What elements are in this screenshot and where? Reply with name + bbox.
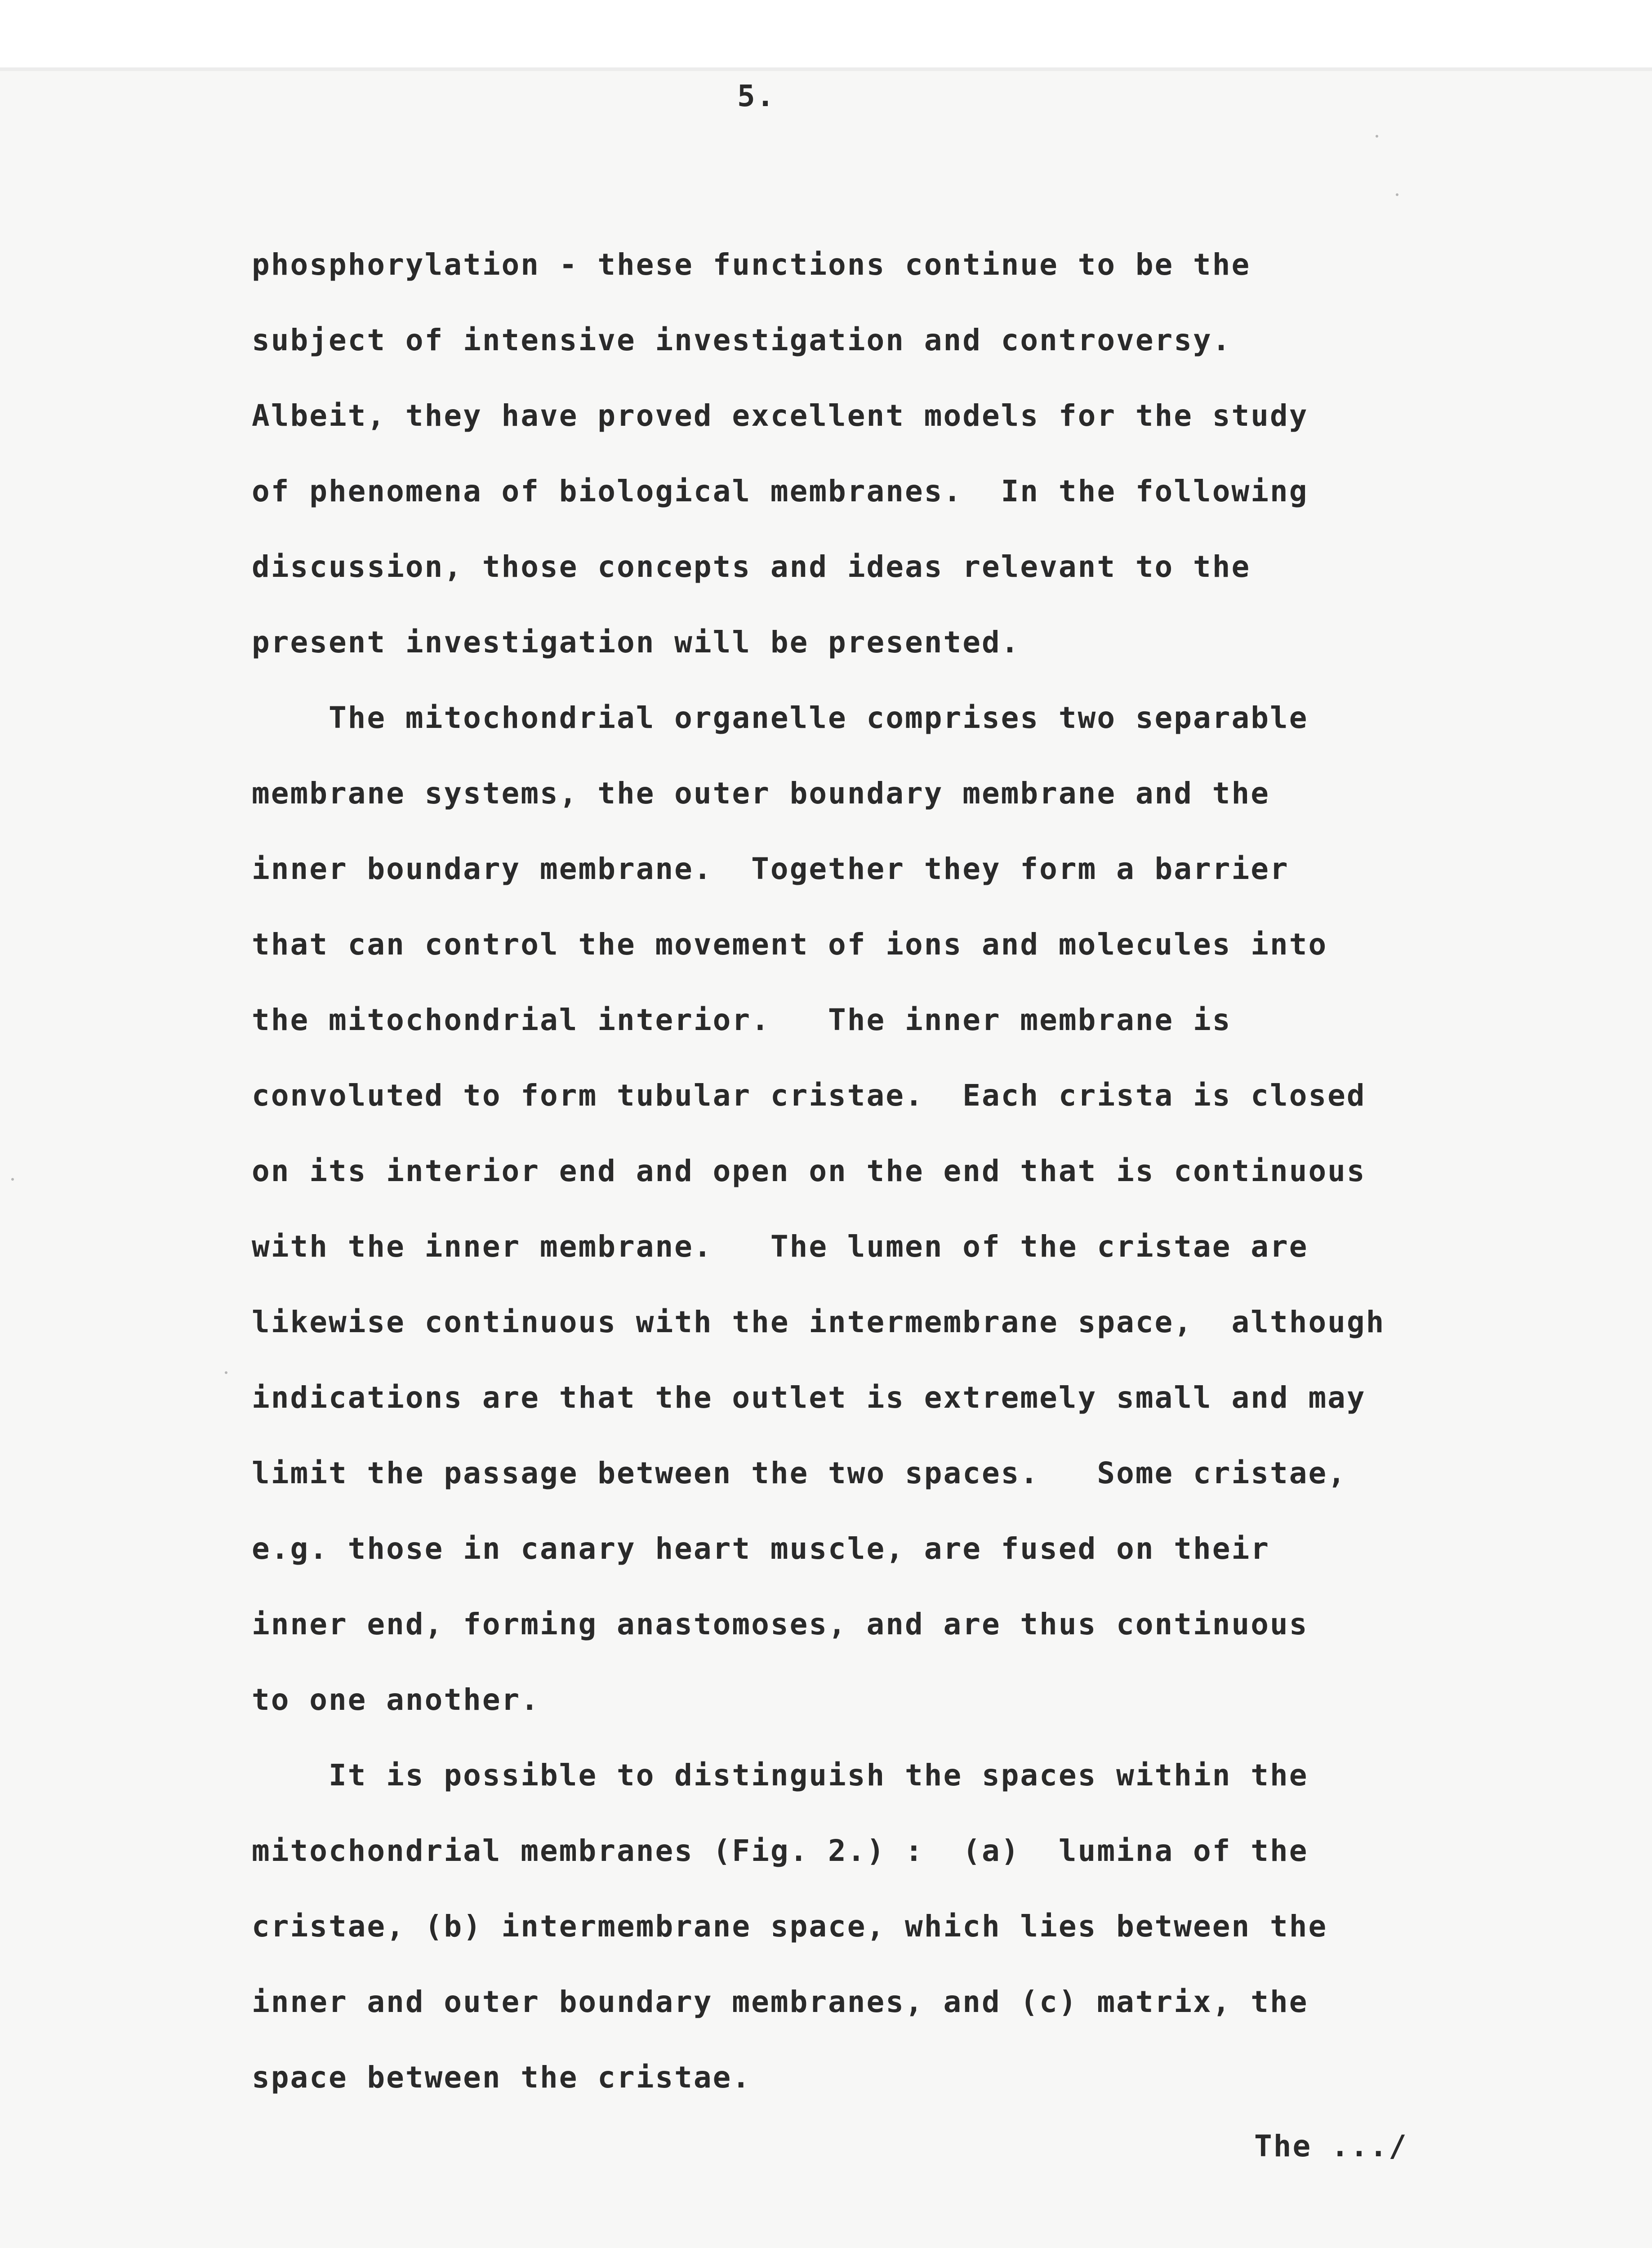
text-line: membrane systems, the outer boundary membrane and the [252, 776, 1270, 811]
page-number: 5. [737, 79, 776, 113]
text-line: inner boundary membrane. Together they form a barrier [252, 852, 1289, 886]
text-line: phosphorylation - these functions continue to be the [252, 247, 1251, 282]
text-line: likewise continuous with the intermembrane space, although [252, 1305, 1385, 1339]
text-line: cristae, (b) intermembrane space, which lies between the [252, 1909, 1328, 1944]
text-line: inner end, forming anastomoses, and are thus continuous [252, 1607, 1309, 1641]
text-line: subject of intensive investigation and controversy. [252, 323, 1232, 357]
text-line: It is possible to distinguish the spaces within the [252, 1758, 1309, 1793]
scan-speck [225, 1371, 227, 1374]
text-line: that can control the movement of ions and molecules into [252, 927, 1328, 962]
text-line: convoluted to form tubular cristae. Each crista is closed [252, 1078, 1366, 1113]
text-line: of phenomena of biological membranes. In the following [252, 474, 1309, 508]
text-line: space between the cristae. [252, 2060, 752, 2095]
text-line: Albeit, they have proved excellent models for the study [252, 398, 1309, 433]
scan-speck [1396, 193, 1398, 196]
text-line: indications are that the outlet is extremely small and may [252, 1380, 1366, 1415]
text-line: discussion, those concepts and ideas relevant to the [252, 549, 1251, 584]
scan-top-edge [0, 67, 1652, 71]
text-line: The mitochondrial organelle comprises two separable [252, 700, 1309, 735]
body-text [252, 227, 1510, 2115]
scan-speck [11, 1178, 14, 1181]
text-line: on its interior end and open on the end that is continuous [252, 1154, 1366, 1188]
text-line: mitochondrial membranes (Fig. 2.) : (a) lumina of the [252, 1833, 1309, 1868]
scan-speck [1376, 135, 1378, 138]
text-line: to one another. [252, 1682, 540, 1717]
text-line: with the inner membrane. The lumen of the cristae are [252, 1229, 1309, 1264]
text-line: limit the passage between the two spaces. Some cristae, [252, 1456, 1347, 1490]
text-line: the mitochondrial interior. The inner membrane is [252, 1003, 1232, 1037]
text-line: inner and outer boundary membranes, and (c) matrix, the [252, 1985, 1309, 2019]
text-line: present investigation will be presented. [252, 625, 1020, 660]
text-line: e.g. those in canary heart muscle, are fused on their [252, 1531, 1270, 1566]
continuation-note: The .../ [1254, 2129, 1408, 2163]
